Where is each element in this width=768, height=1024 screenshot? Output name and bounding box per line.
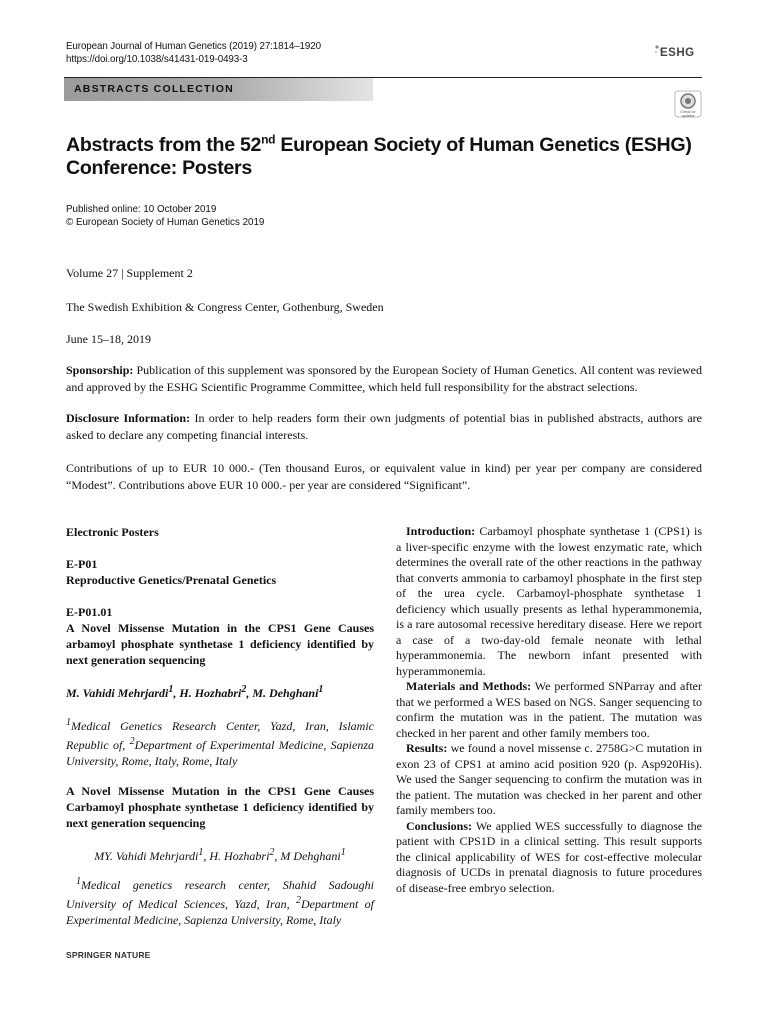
affiliation-sup: 2 — [129, 736, 135, 747]
affiliation-sup: 2 — [295, 895, 301, 906]
author-name: , H. Hozhabri — [203, 849, 270, 863]
introduction-paragraph — [396, 524, 702, 679]
volume: Volume 27 | Supplement 2 — [66, 266, 193, 280]
affiliation-text: Department of Experimental Medicine, Sapienza University, Rome, Italy, Rome, Italy — [66, 738, 374, 768]
sponsorship-text: Publication of this supplement was sponsored by the European Society of Human Genetics. All content was reviewed and approved by the ESHG Scientific Programme Committee, which held full responsibility for the abstract selections. — [66, 363, 702, 394]
session-category: Reproductive Genetics/Prenatal Genetics — [66, 573, 277, 587]
results-text: we found a novel missense c. 2758G>C mutation in exon 23 of CPS1 at amino acid position 920 (p. Asp920His). We used the Sanger sequencing to confirm the mutation was in the patient. The mutation was checked in her parent and other family members too. — [396, 741, 702, 817]
copyright: © European Society of Human Genetics 2019 — [66, 216, 265, 228]
affiliation-text: Medical Genetics Research Center, Yazd, Iran, Islamic Republic of, — [66, 719, 374, 752]
author-sup: 1 — [318, 684, 324, 695]
author-sup: 2 — [269, 847, 275, 858]
introduction-text: Carbamoyl phosphate synthetase 1 (CPS1) is a liver-specific enzyme with the lowest enzymatic rate, which determines the overall rate of the other reactions in the pathway that converts ammonia to carbamoyl phosphate in the first step of the urea cycle. Carbamoyl-phosphate synthetase 1 deficiency which usually presents as lethal hyperammonemia, is a rare autosomal recessive hereditary disease. Here we report a case of a two-day-old female neonate with lethal hyperammonemia. The newborn infant presented with hyperammonemia. — [396, 524, 702, 678]
affiliation-text: Medical genetics research center, Shahid Sadoughi University of Medical Sciences, Yazd, Iran, — [66, 878, 374, 911]
author-sup: 1 — [168, 684, 174, 695]
abstract-title-repeat: A Novel Missense Mutation in the CPS1 Gene Causes Carbamoyl phosphate synthetase 1 deficiency identified by next generation sequencing — [66, 784, 374, 830]
author-name: , H. Hozhabri — [173, 686, 242, 700]
conclusions-label: Conclusions: — [406, 818, 473, 833]
author-name: MY. Vahidi Mehrjardi — [94, 849, 199, 863]
sponsorship-paragraph — [66, 362, 702, 396]
affiliations — [66, 715, 374, 769]
affiliation-sup: 1 — [76, 876, 81, 887]
journal-header — [66, 40, 321, 66]
author-list-repeat — [66, 845, 374, 864]
affiliation-text: Department of Experimental Medicine, Sapienza University, Rome, Italy — [66, 897, 374, 927]
affiliation-sup: 1 — [66, 717, 71, 728]
conclusions-text: We applied WES successfully to diagnose the patient with CPS1D in a clinical setting. This result supports the clinical applicability of WES for cost-effective molecular diagnosis of UCDs in prenatal diagnosis to future procedures of disease-free embryo selection. — [396, 818, 702, 895]
left-column — [66, 524, 374, 928]
introduction-label: Introduction: — [406, 524, 476, 538]
title-part2: European Society of Human Genetics (ESHG) Conference: Posters — [66, 134, 692, 179]
author-sup: 1 — [198, 847, 204, 858]
abstract-id: E-P01.01 — [66, 605, 113, 619]
conference-dates: June 15–18, 2019 — [66, 332, 151, 346]
methods-label: Materials and Methods: — [406, 679, 532, 693]
title-part1: Abstracts from the 52 — [66, 134, 262, 156]
page-title — [66, 134, 706, 180]
results-paragraph — [396, 741, 702, 819]
springer-nature-logo: SPRINGER NATURE — [66, 950, 151, 960]
results-label: Results: — [406, 741, 448, 755]
title-superscript: nd — [261, 132, 276, 147]
disclosure-text: In order to help readers form their own judgments of potential bias in published abstracts, authors are asked to declare any competing financial interests. — [66, 411, 702, 442]
author-name: , M. Dehghani — [246, 686, 319, 700]
check-for-updates-label: Check for updates — [680, 110, 696, 118]
author-list — [66, 682, 374, 701]
author-name: , M Dehghani — [274, 849, 341, 863]
contributions-paragraph: Contributions of up to EUR 10 000.- (Ten thousand Euros, or equivalent value in kind) per year per company are considered “Modest”. Contributions above EUR 10 000.- per year are considered “Significant”. — [66, 461, 702, 492]
section-heading: Electronic Posters — [66, 525, 159, 539]
sponsorship-label: Sponsorship: — [66, 363, 134, 377]
eshg-logo-text: ESHG — [660, 47, 695, 59]
author-sup: 2 — [241, 684, 247, 695]
conclusions-paragraph — [396, 819, 702, 897]
author-name: M. Vahidi Mehrjardi — [66, 686, 169, 700]
banner-label: ABSTRACTS COLLECTION — [74, 83, 234, 95]
published-date: Published online: 10 October 2019 — [66, 204, 217, 215]
abstract-title: A Novel Missense Mutation in the CPS1 Gene Causes arbamoyl phosphate synthetase 1 deficiency identified by next generation sequencing — [66, 621, 374, 667]
journal-citation: European Journal of Human Genetics (2019) 27:1814–1920 — [66, 41, 321, 52]
right-column — [396, 524, 702, 896]
disclosure-paragraph — [66, 410, 702, 444]
disclosure-label: Disclosure Information: — [66, 411, 191, 425]
session-code: E-P01 — [66, 557, 98, 571]
methods-paragraph — [396, 679, 702, 741]
doi-link[interactable]: https://doi.org/10.1038/s41431-019-0493-3 — [66, 54, 248, 65]
affiliations-repeat — [66, 874, 374, 928]
publication-info — [66, 204, 264, 229]
author-sup: 1 — [340, 847, 346, 858]
venue: The Swedish Exhibition & Congress Center, Gothenburg, Sweden — [66, 300, 384, 314]
methods-text: We performed SNParray and after that we performed a WES based on NGS. Sanger sequencing to confirm the mutation was in the patient. The mutation was checked in her parent and other family members too. — [396, 679, 702, 740]
